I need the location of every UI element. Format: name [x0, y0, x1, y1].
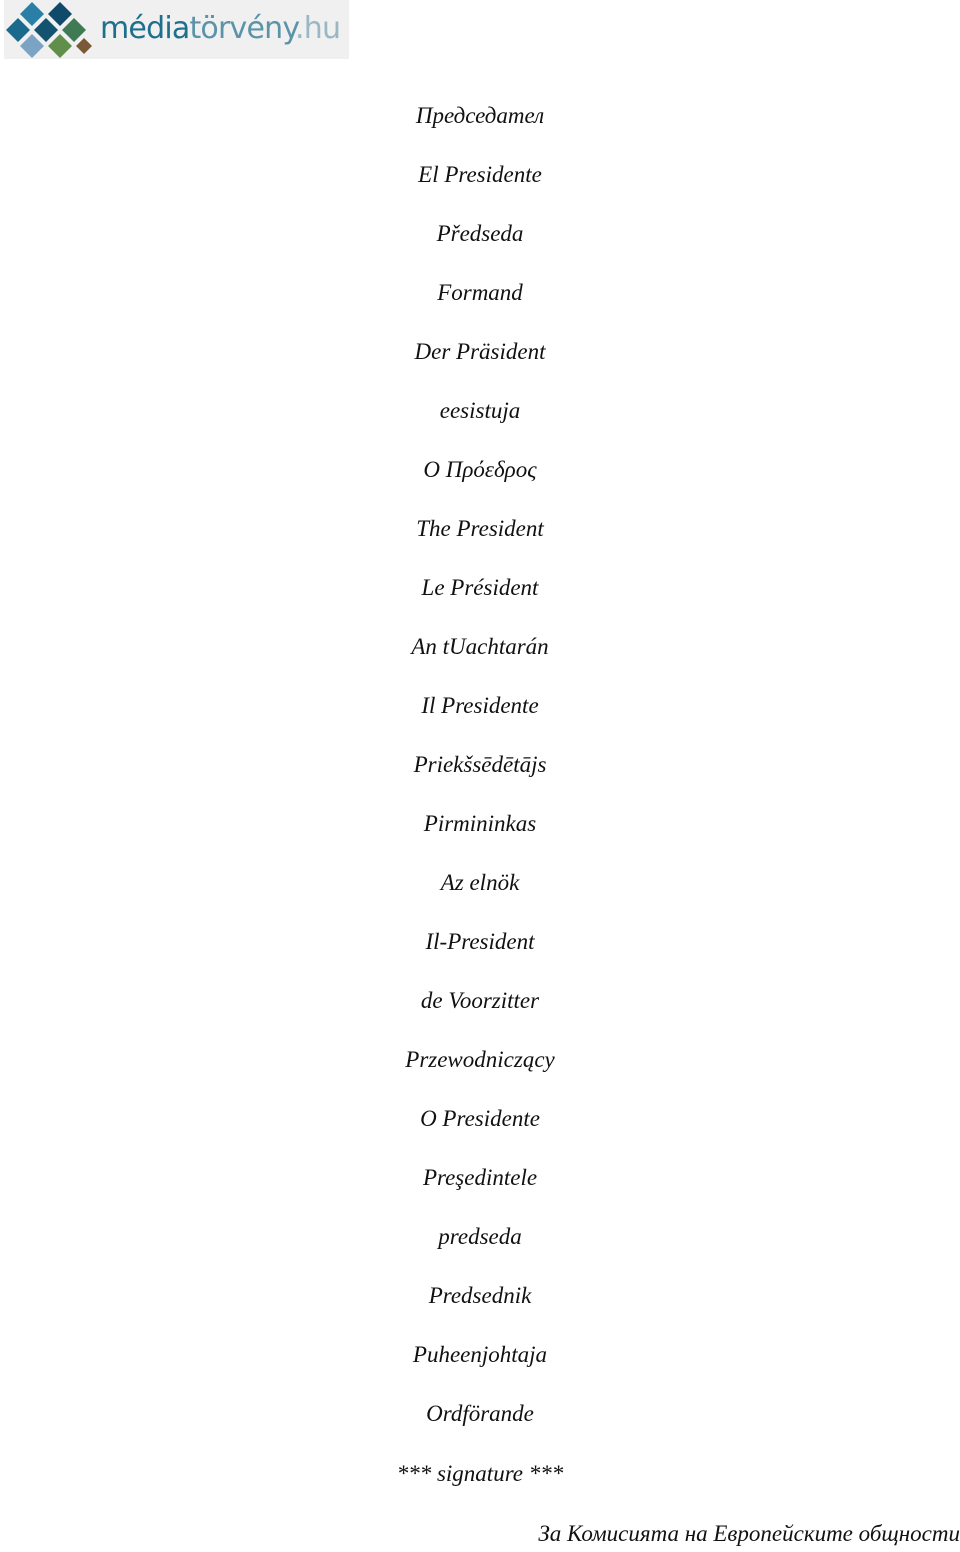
title-lt: Pirmininkas — [423, 811, 537, 836]
logo-text-media: média — [100, 11, 190, 46]
title-cs: Předseda — [436, 221, 524, 246]
title-de: Der Präsident — [414, 339, 546, 364]
title-pt: O Presidente — [420, 1106, 540, 1131]
title-pl: Przewodniczący — [405, 1047, 555, 1072]
title-sk: predseda — [438, 1224, 522, 1249]
logo-text-hu: .hu — [295, 11, 341, 46]
title-et: eesistuja — [439, 398, 521, 423]
signature-placeholder: *** signature *** — [396, 1461, 564, 1486]
logo-text-torveny: törvény — [189, 11, 296, 46]
title-es: El Presidente — [418, 162, 542, 187]
title-hu: Az elnök — [440, 870, 520, 895]
title-sv: Ordförande — [426, 1401, 534, 1426]
footer-commission-line: За Комисията на Европейските общности — [538, 1521, 960, 1546]
title-lv: Priekšsēdētājs — [413, 752, 547, 777]
title-mt: Il-President — [425, 929, 535, 954]
title-el: Ο Πρόεδρος — [423, 457, 537, 482]
title-bg: Председател — [415, 103, 545, 128]
title-en: The President — [416, 516, 544, 541]
title-ga: An tUachtarán — [411, 634, 549, 659]
title-sl: Predsednik — [428, 1283, 532, 1308]
title-fi: Puheenjohtaja — [412, 1342, 548, 1367]
title-fr: Le Président — [421, 575, 539, 600]
title-ro: Preşedintele — [422, 1165, 538, 1190]
title-da: Formand — [437, 280, 523, 305]
title-it: Il Presidente — [421, 693, 539, 718]
title-nl: de Voorzitter — [420, 988, 540, 1013]
